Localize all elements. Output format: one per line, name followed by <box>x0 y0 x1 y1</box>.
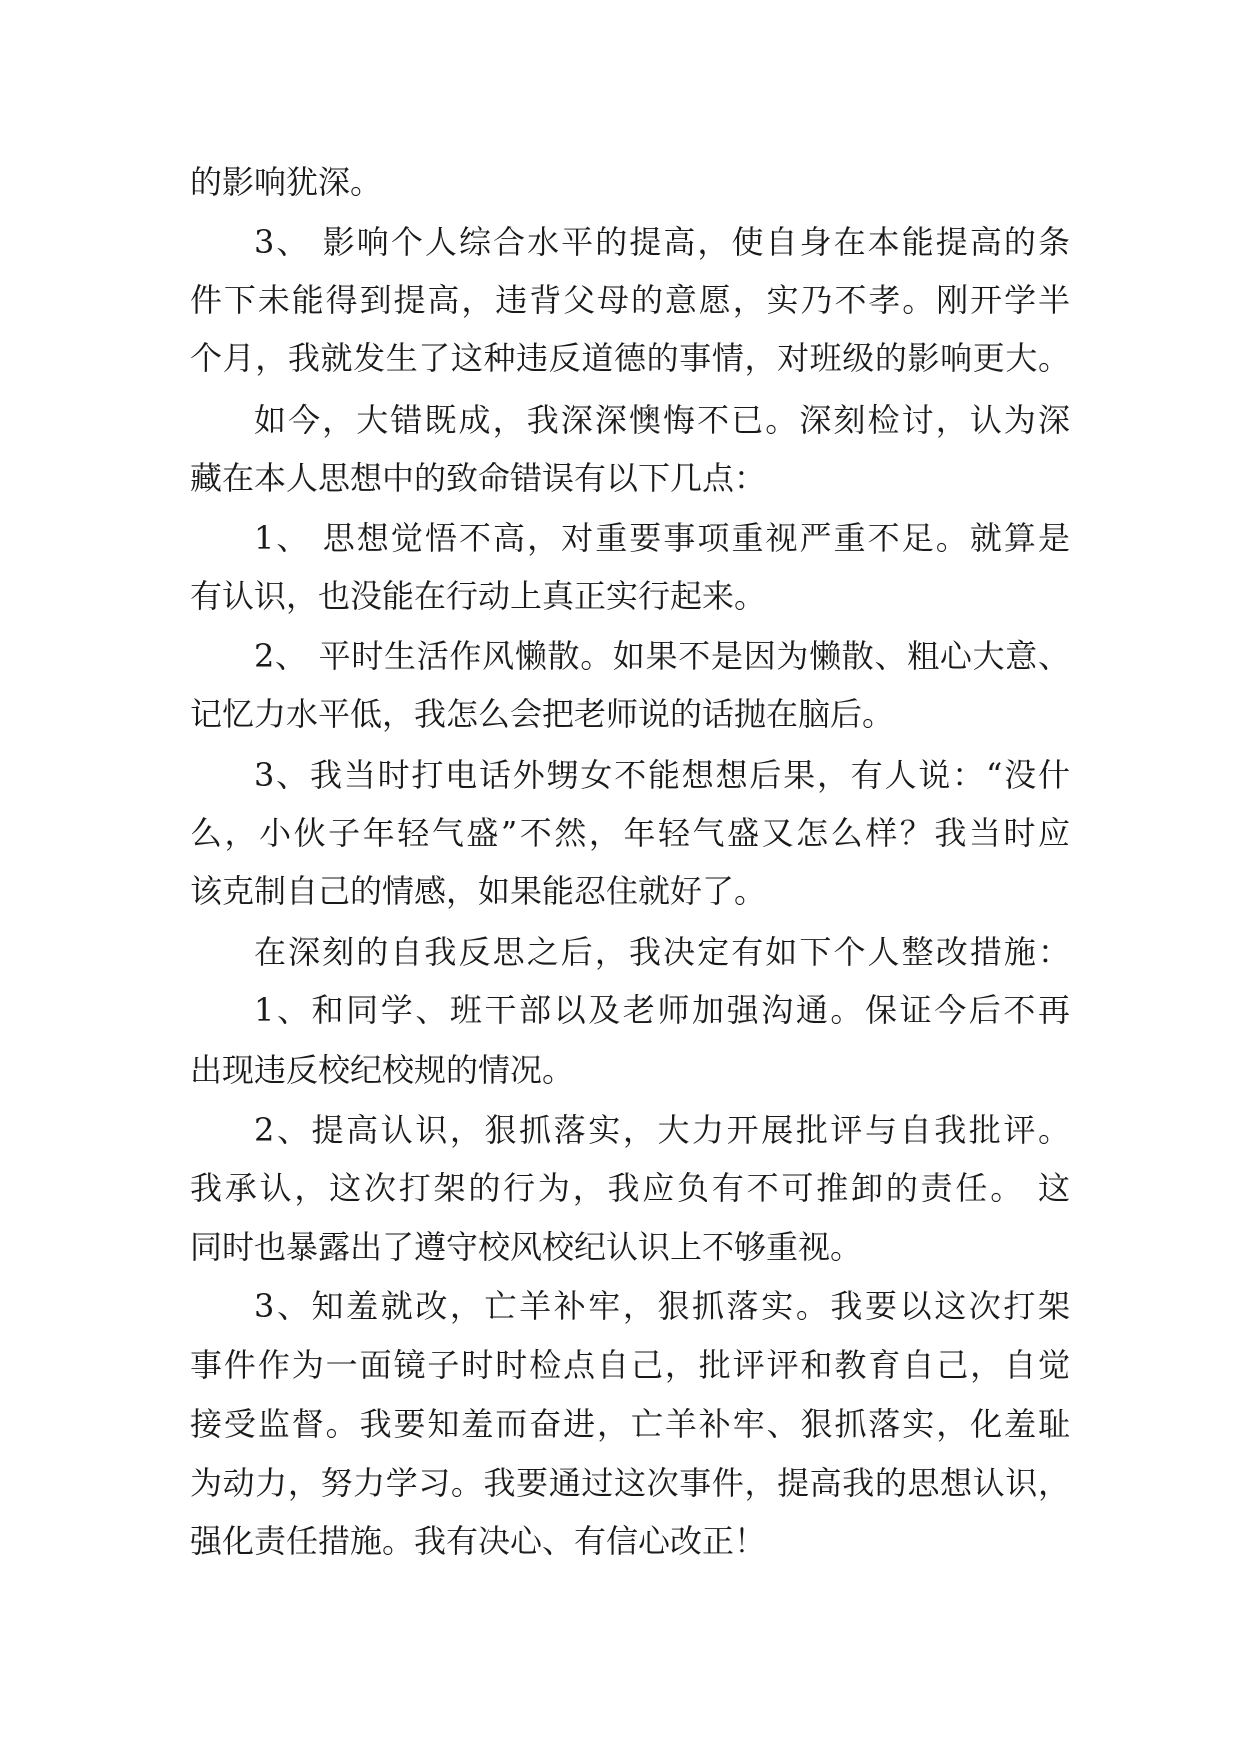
text-line-19: 同时也暴露出了遵守校风校纪认识上不够重视。 <box>190 1228 863 1266</box>
text-line-7: 1、 思想觉悟不高，对重要事项重视严重不足。就算是 <box>254 519 1070 557</box>
text-line-1: 的影响犹深。 <box>190 163 383 201</box>
text-line-21: 事件作为一面镜子时时检点自己，批评评和教育自己，自觉 <box>190 1346 1070 1384</box>
text-line-6: 藏在本人思想中的致命错误有以下几点： <box>190 459 767 497</box>
text-line-8: 有认识，也没能在行动上真正实行起来。 <box>190 577 767 615</box>
text-line-2: 3、 影响个人综合水平的提高，使自身在本能提高的条 <box>254 223 1070 261</box>
text-line-18: 我承认，这次打架的行为，我应负有不可推卸的责任。 这 <box>190 1169 1070 1207</box>
text-line-5: 如今，大错既成，我深深懊悔不已。深刻检讨，认为深 <box>254 401 1070 439</box>
text-line-10: 记忆力水平低，我怎么会把老师说的话抛在脑后。 <box>190 695 895 733</box>
text-line-17: 2、提高认识，狠抓落实，大力开展批评与自我批评。 <box>254 1111 1070 1149</box>
text-line-3: 件下未能得到提高，违背父母的意愿，实乃不孝。刚开学半 <box>190 281 1070 319</box>
text-line-22: 接受监督。我要知羞而奋进，亡羊补牢、狠抓落实，化羞耻 <box>190 1405 1070 1443</box>
text-line-24: 强化责任措施。我有决心、有信心改正！ <box>190 1522 767 1560</box>
text-line-20: 3、知羞就改，亡羊补牢，狠抓落实。我要以这次打架 <box>254 1287 1070 1325</box>
text-line-11: 3、我当时打电话外甥女不能想想后果，有人说：“没什 <box>254 756 1070 794</box>
text-line-4: 个月，我就发生了这种违反道德的事情，对班级的影响更大。 <box>190 339 1070 377</box>
text-line-12: 么，小伙子年轻气盛”不然，年轻气盛又怎么样？我当时应 <box>190 814 1070 852</box>
text-line-13: 该克制自己的情感，如果能忍住就好了。 <box>190 872 767 910</box>
text-line-9: 2、 平时生活作风懒散。如果不是因为懒散、粗心大意、 <box>254 637 1070 675</box>
text-line-15: 1、和同学、班干部以及老师加强沟通。保证今后不再 <box>254 991 1070 1029</box>
text-line-23: 为动力，努力学习。我要通过这次事件，提高我的思想认识， <box>190 1464 1070 1502</box>
text-line-14: 在深刻的自我反思之后，我决定有如下个人整改措施： <box>254 933 1070 971</box>
text-line-16: 出现违反校纪校规的情况。 <box>190 1051 575 1089</box>
